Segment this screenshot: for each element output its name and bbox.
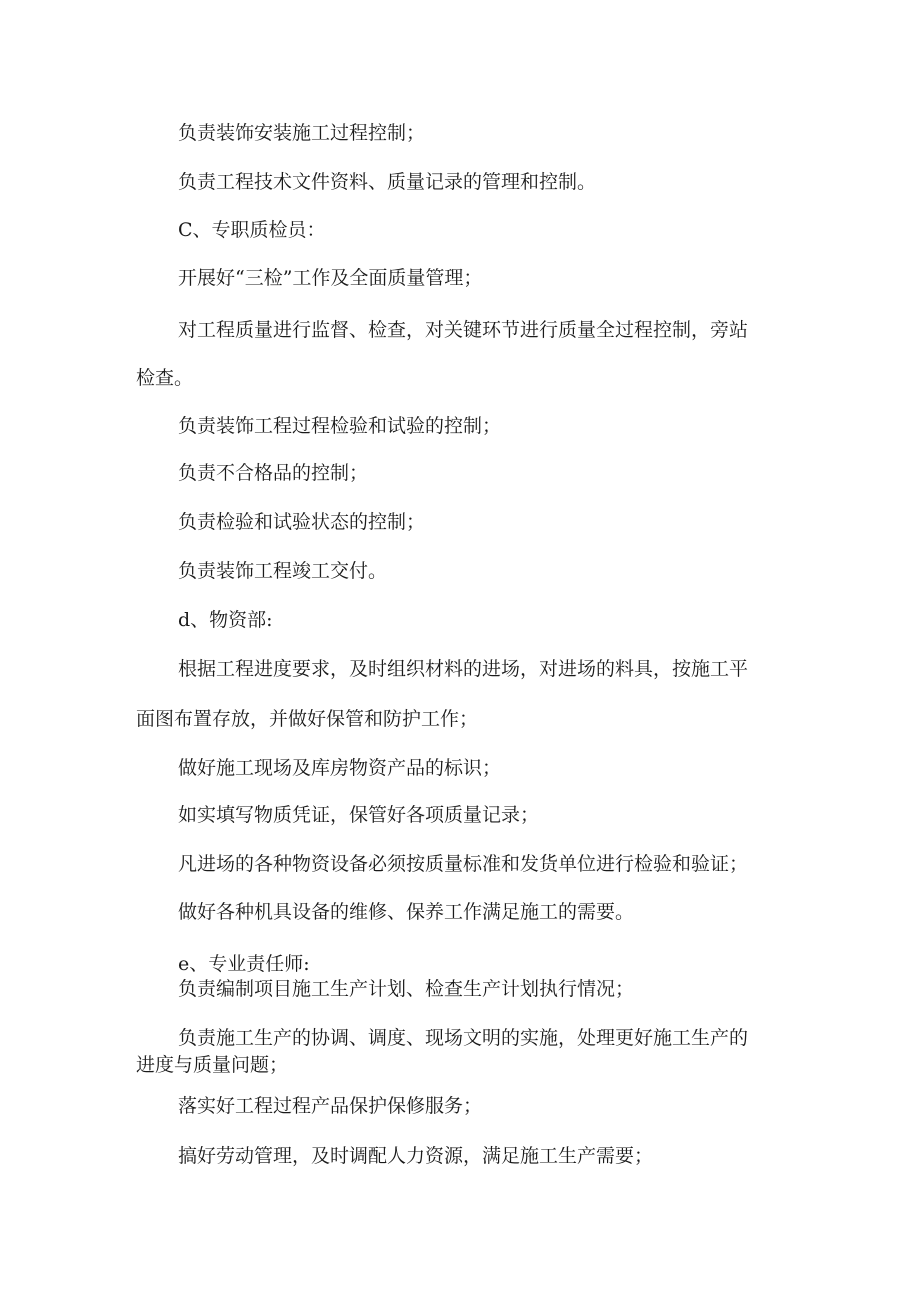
paragraph-line: 根据工程进度要求，及时组织材料的进场，对进场的料具，按施工平 <box>178 658 749 680</box>
paragraph-line: 开展好“三检”工作及全面质量管理； <box>178 267 483 289</box>
paragraph-line: 做好施工现场及库房物资产品的标识； <box>178 757 502 779</box>
paragraph-line: 落实好工程过程产品保护保修服务； <box>178 1095 483 1117</box>
paragraph-line: 负责施工生产的协调、调度、现场文明的实施，处理更好施工生产的 <box>178 1027 749 1049</box>
paragraph-line: 做好各种机具设备的维修、保养工作满足施工的需要。 <box>178 901 635 923</box>
paragraph-line: d、物资部: <box>178 609 273 631</box>
paragraph-line: 负责不合格品的控制； <box>178 462 369 484</box>
paragraph-line: 负责工程技术文件资料、质量记录的管理和控制。 <box>178 171 597 193</box>
paragraph-line: 凡进场的各种物资设备必须按质量标准和发货单位进行检验和验证； <box>178 853 749 875</box>
paragraph-line: 对工程质量进行监督、检查，对关键环节进行质量全过程控制，旁站 <box>178 319 749 341</box>
paragraph-line: C、专职质检员： <box>178 219 326 241</box>
paragraph-line: 负责检验和试验状态的控制； <box>178 511 426 533</box>
paragraph-line: 负责装饰工程竣工交付。 <box>178 560 388 582</box>
paragraph-line: e、专业责任师: <box>178 953 310 975</box>
paragraph-line: 检查。 <box>136 367 194 389</box>
paragraph-line: 进度与质量问题； <box>136 1054 289 1076</box>
paragraph-line: 负责装饰工程过程检验和试验的控制； <box>178 415 502 437</box>
paragraph-line: 负责编制项目施工生产计划、检查生产计划执行情况； <box>178 978 635 1000</box>
paragraph-line: 负责装饰安装施工过程控制； <box>178 122 426 144</box>
paragraph-line: 面图布置存放，并做好保管和防护工作； <box>136 708 479 730</box>
paragraph-line: 搞好劳动管理，及时调配人力资源，满足施工生产需要； <box>178 1145 654 1167</box>
paragraph-line: 如实填写物质凭证，保管好各项质量记录； <box>178 804 540 826</box>
